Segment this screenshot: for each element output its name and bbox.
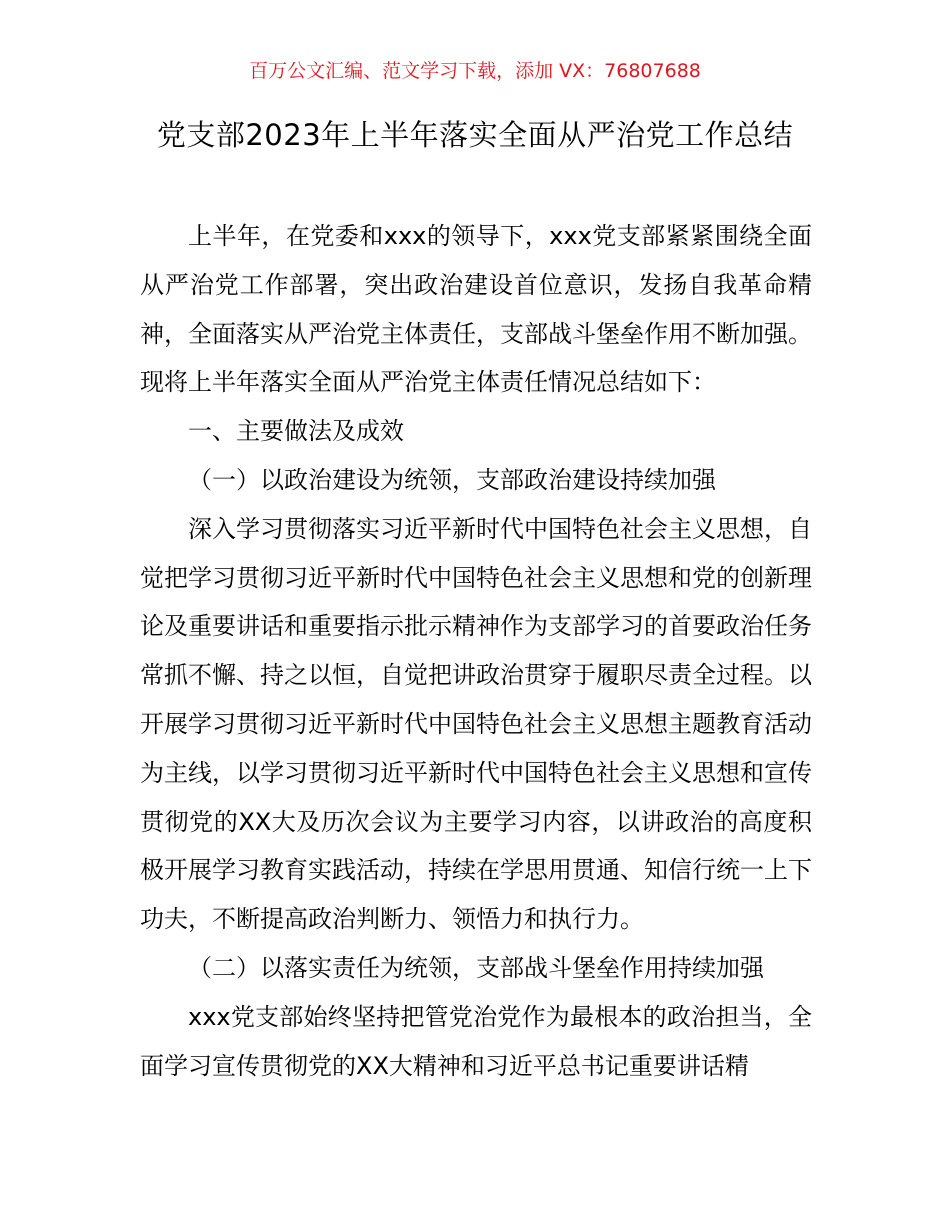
subsection-body-responsibility: xxx党支部始终坚持把管党治党作为最根本的政治担当，全面学习宣传贯彻党的XX大精神和习近平总书记重要讲话精 xyxy=(140,1002,812,1080)
intro-paragraph: 上半年，在党委和xxx的领导下，xxx党支部紧紧围绕全面从严治党工作部署，突出政治建设首位意识，发扬自我革命精神，全面落实从严治党主体责任，支部战斗堡垒作用不断加强。现将上半年落实全面从严治党主体责任情况总结如下： xyxy=(140,222,812,397)
subsection-heading-responsibility: （二）以落实责任为统领，支部战斗堡垒作用持续加强 xyxy=(188,953,764,982)
section-heading-main-practices: 一、主要做法及成效 xyxy=(188,417,404,446)
watermark-banner: 百万公文汇编、范文学习下载，添加 VX：76807688 xyxy=(249,60,701,82)
document-title: 党支部2023年上半年落实全面从严治党工作总结 xyxy=(156,118,794,152)
subsection-body-political-construction: 深入学习贯彻落实习近平新时代中国特色社会主义思想，自觉把学习贯彻习近平新时代中国特色社会主义思想和党的创新理论及重要讲话和重要指示批示精神作为支部学习的首要政治任务常抓不懈、持之以恒，自觉把讲政治贯穿于履职尽责全过程。以开展学习贯彻习近平新时代中国特色社会主义思想主题教育活动为主线，以学习贯彻习近平新时代中国特色社会主义思想和宣传贯彻党的XX大及历次会议为主要学习内容，以讲政治的高度积极开展学习教育实践活动，持续在学思用贯通、知信行统一上下功夫，不断提高政治判断力、领悟力和执行力。 xyxy=(140,514,812,934)
document-body xyxy=(140,212,812,1090)
subsection-heading-political-construction: （一）以政治建设为统领，支部政治建设持续加强 xyxy=(188,465,716,494)
